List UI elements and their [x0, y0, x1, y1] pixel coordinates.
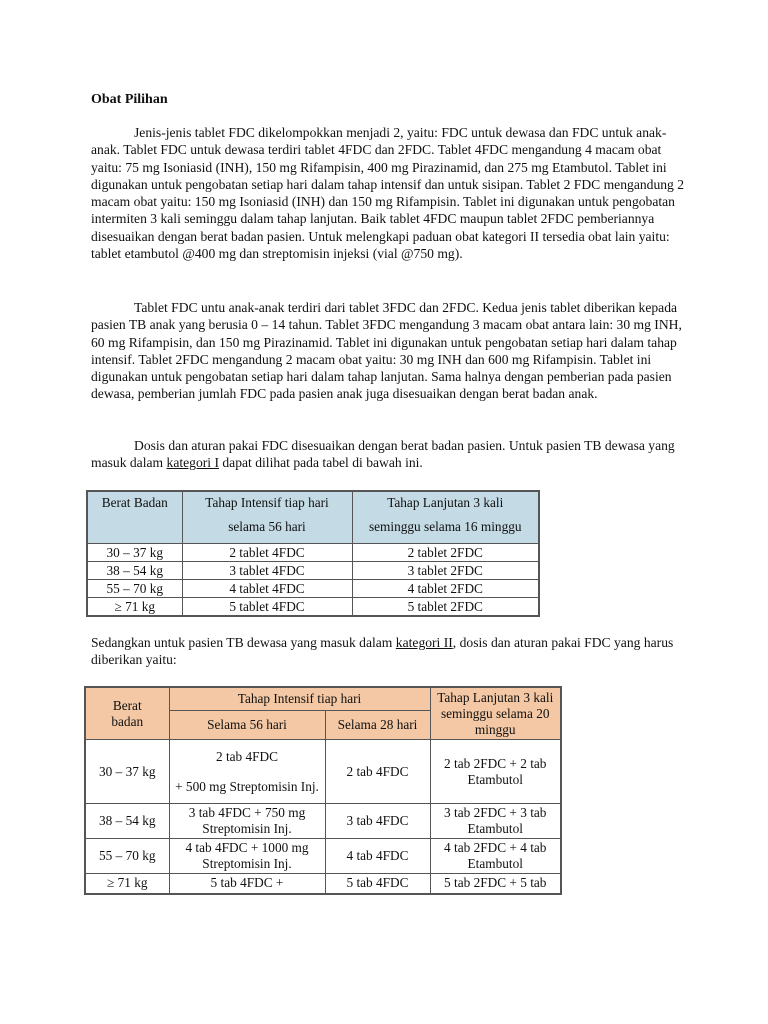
- cell-lanjutan: 4 tablet 2FDC: [352, 580, 539, 598]
- cell-weight: ≥ 71 kg: [85, 874, 169, 894]
- paragraph-text: dapat dilihat pada tabel di bawah ini.: [218, 455, 423, 471]
- cell-56-hari: 3 tab 4FDC + 750 mg Streptomisin Inj.: [169, 804, 325, 839]
- table-row: [87, 598, 539, 617]
- table-row: [87, 580, 539, 598]
- paragraph-fdc-anak: [91, 299, 689, 403]
- paragraph-text: Sedangkan untuk pasien TB dewasa yang masuk dalam: [91, 635, 396, 650]
- paragraph-text: , dosis dan aturan pakai FDC yang harus diberikan yaitu:: [91, 635, 674, 668]
- cell-56-hari: 2 tab 4FDC + 500 mg Streptomisin Inj.: [169, 740, 325, 804]
- cell-weight: 55 – 70 kg: [87, 580, 182, 598]
- header-berat-badan: Berat badan: [85, 687, 169, 740]
- table-row: [85, 874, 561, 894]
- table-header-row: [85, 687, 561, 711]
- cell-lanjutan: 4 tab 2FDC + 4 tab Etambutol: [430, 839, 561, 874]
- cell-intensif: 5 tablet 4FDC: [182, 598, 352, 617]
- table-row: [87, 544, 539, 562]
- cell-lanjutan: 2 tab 2FDC + 2 tab Etambutol: [430, 740, 561, 804]
- header-selama-28-hari: Selama 28 hari: [325, 711, 430, 740]
- dosage-table-kategori-1: [86, 490, 540, 617]
- cell-28-hari: 2 tab 4FDC: [325, 740, 430, 804]
- cell-56-hari: 5 tab 4FDC +: [169, 874, 325, 894]
- cell-weight: 30 – 37 kg: [85, 740, 169, 804]
- cell-lanjutan: 2 tablet 2FDC: [352, 544, 539, 562]
- cell-weight: 38 – 54 kg: [85, 804, 169, 839]
- cell-weight: 30 – 37 kg: [87, 544, 182, 562]
- section-title: Obat Pilihan: [91, 92, 168, 107]
- header-tahap-lanjutan: Tahap Lanjutan 3 kali seminggu selama 20 minggu: [430, 687, 561, 740]
- paragraph-text: Dosis dan aturan pakai FDC disesuaikan dengan berat badan pasien. Untuk pasien TB dewasa yang masuk dalam: [91, 438, 675, 471]
- table-row: [85, 839, 561, 874]
- table-row: [85, 804, 561, 839]
- cell-intensif: 2 tablet 4FDC: [182, 544, 352, 562]
- cell-intensif: 3 tablet 4FDC: [182, 562, 352, 580]
- cell-weight: 55 – 70 kg: [85, 839, 169, 874]
- dosage-table-kategori-2: [84, 686, 562, 895]
- cell-lanjutan: 3 tablet 2FDC: [352, 562, 539, 580]
- cell-weight: 38 – 54 kg: [87, 562, 182, 580]
- link-kategori-2[interactable]: kategori II: [395, 635, 453, 650]
- cell-28-hari: 4 tab 4FDC: [325, 839, 430, 874]
- paragraph-fdc-dewasa: [91, 124, 689, 262]
- header-tahap-intensif: Tahap Intensif tiap hari selama 56 hari: [182, 491, 352, 544]
- cell-56-hari: 4 tab 4FDC + 1000 mg Streptomisin Inj.: [169, 839, 325, 874]
- header-selama-56-hari: Selama 56 hari: [169, 711, 325, 740]
- cell-28-hari: 5 tab 4FDC: [325, 874, 430, 894]
- header-tahap-intensif: Tahap Intensif tiap hari: [169, 687, 430, 711]
- paragraph-text: Tablet FDC untu anak-anak terdiri dari tablet 3FDC dan 2FDC. Kedua jenis tablet diberikan kepada pasien TB anak yang berusia 0 – 14 tahun. Tablet 3FDC mengandung 3 macam obat antara lain: 30 mg INH, 60 mg Rifampisin, dan 150 mg Pirazinamid. Tablet ini digunakan untuk pengobatan setiap hari dalam tahap intensif. Tablet 2FDC mengandung 2 macam obat yaitu: 30 mg INH dan 600 mg Rifampisin. Tablet ini digunakan untuk pengobatan setiap hari dalam tahap lanjutan. Sama halnya dengan pemberian pada pasien dewasa, pemberian jumlah FDC pada pasien anak juga disesuaikan dengan berat badan anak.: [91, 300, 682, 402]
- table-row: [87, 562, 539, 580]
- paragraph-text: Jenis-jenis tablet FDC dikelompokkan menjadi 2, yaitu: FDC untuk dewasa dan FDC untuk anak-anak. Tablet FDC untuk dewasa terdiri tablet 4FDC dan 2FDC. Tablet 4FDC mengandung 4 macam obat yaitu: 75 mg Isoniasid (INH), 150 mg Rifampisin, 400 mg Pirazinamid, dan 275 mg Etambutol. Tablet ini digunakan untuk pengobatan setiap hari dalam tahap intensif dan untuk sisipan. Tablet 2 FDC mengandung 2 macam obat yaitu: 150 mg Isoniasid (INH) dan 150 mg Rifampisin. Tablet ini digunakan untuk pengobatan intermiten 3 kali seminggu dalam tahap lanjutan. Baik tablet 4FDC maupun tablet 2FDC pemberiannya disesuaikan dengan berat badan pasien. Untuk melengkapi paduan obat kategori II tersedia obat lain yaitu: tablet etambutol @400 mg dan streptomisin injeksi (vial @750 mg).: [91, 125, 685, 262]
- paragraph-kategori-2: [91, 634, 689, 669]
- table-header-row: [87, 491, 539, 544]
- header-berat-badan: Berat Badan: [87, 491, 182, 544]
- cell-weight: ≥ 71 kg: [87, 598, 182, 617]
- header-tahap-lanjutan: Tahap Lanjutan 3 kali seminggu selama 16 minggu: [352, 491, 539, 544]
- link-kategori-1[interactable]: kategori I: [166, 455, 219, 471]
- cell-lanjutan: 5 tablet 2FDC: [352, 598, 539, 617]
- cell-lanjutan: 5 tab 2FDC + 5 tab: [430, 874, 561, 894]
- cell-28-hari: 3 tab 4FDC: [325, 804, 430, 839]
- cell-intensif: 4 tablet 4FDC: [182, 580, 352, 598]
- paragraph-kategori-1: [91, 437, 689, 472]
- cell-lanjutan: 3 tab 2FDC + 3 tab Etambutol: [430, 804, 561, 839]
- table-row: [85, 740, 561, 804]
